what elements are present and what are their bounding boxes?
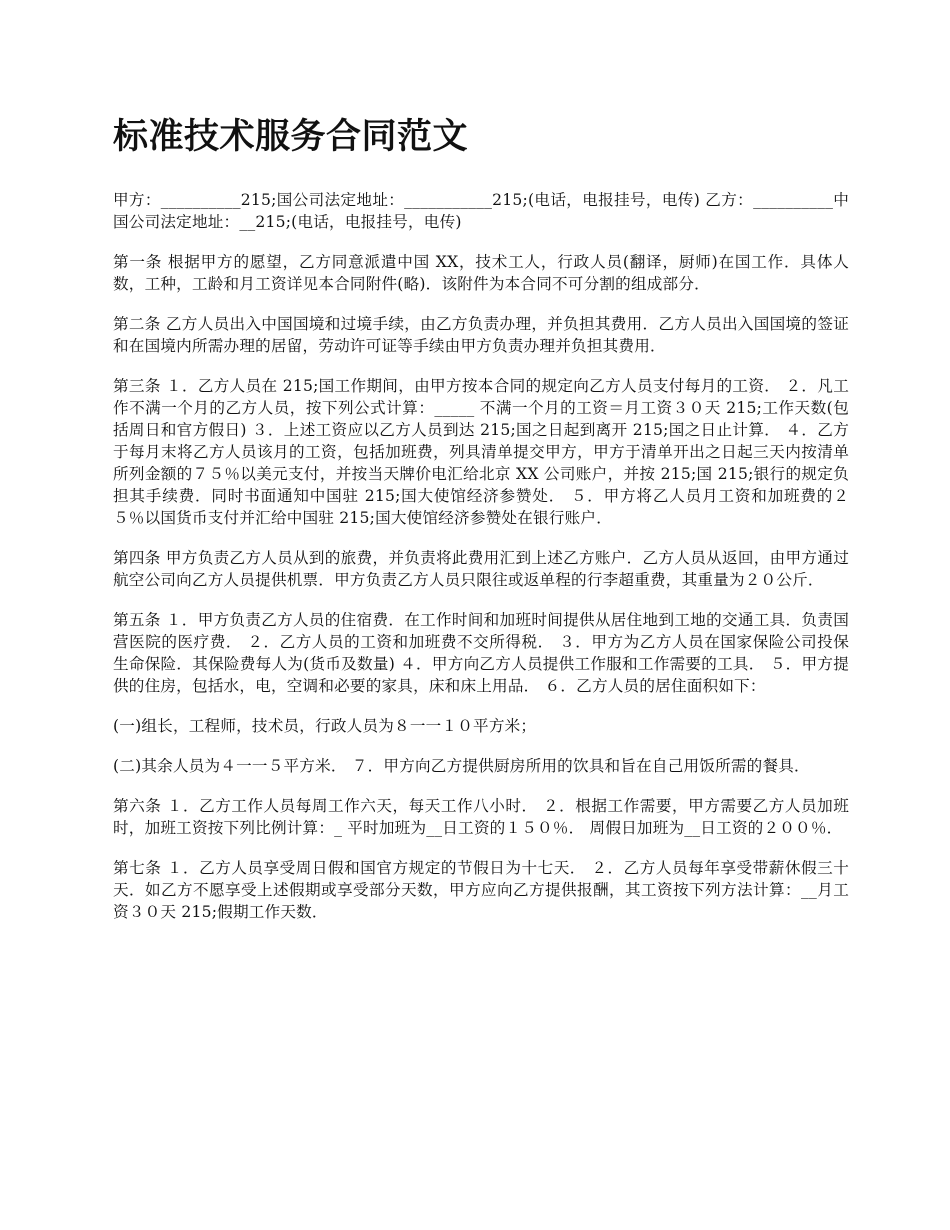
article-4-paragraph: 第四条 甲方负责乙方人员从到的旅费，并负责将此费用汇到上述乙方账户．乙方人员从返回，由甲方通过航空公司向乙方人员提供机票．甲方负责乙方人员只限往或返单程的行李超重费，其重量为２０公斤． — [113, 549, 849, 589]
article-5-paragraph: 第五条 １．甲方负责乙方人员的住宿费．在工作时间和加班时间提供从居住地到工地的交通工具．负责国营医院的医疗费． ２．乙方人员的工资和加班费不交所得税． ３．甲方为乙方人员在国家保险公司投保生命保险．其保险费每人为(货币及数量) ４．甲方向乙方人员提供工作服和工作需要的工具． ５．甲方提供的住房，包括水，电，空调和必要的家具，床和床上用品． ６．乙方人员的居住面积如下： — [113, 611, 849, 695]
article-3-paragraph: 第三条 １．乙方人员在 215;国工作期间，由甲方按本合同的规定向乙方人员支付每月的工资． ２．凡工作不满一个月的乙方人员，按下列公式计算：_____ 不满一个月的工资＝月工资３０天 215;工作天数(包括周日和官方假日) ３．上述工资应以乙方人员到达 215;国之日起到离开 215;国之日止计算． ４．乙方于每月末将乙方人员该月的工资，包括加班费，列具清单提交甲方，甲方于清单开出之日起三天内按清单所列金额的７５％以美元支付，并按当天牌价电汇给北京 XX 公司账户，并按 215;国 215;银行的规定负担其手续费．同时书面通知中国驻 215;国大使馆经济参赞处． ５．甲方将乙人员月工资和加班费的２５％以国货币支付并汇给中国驻 215;国大使馆经济参赞处在银行账户． — [113, 377, 849, 527]
document-title: 标准技术服务合同范文 — [113, 116, 469, 157]
article-6-paragraph: 第六条 １．乙方工作人员每周工作六天，每天工作八小时． ２．根据工作需要，甲方需要乙方人员加班时，加班工资按下列比例计算：_ 平时加班为__日工资的１５０％． 周假日加班为__日工资的２００％． — [113, 797, 849, 837]
article-2-paragraph: 第二条 乙方人员出入中国国境和过境手续，由乙方负责办理，并负担其费用．乙方人员出入国国境的签证和在国境内所需办理的居留，劳动许可证等手续由甲方负责办理并负担其费用． — [113, 315, 849, 355]
article-1-paragraph: 第一条 根据甲方的愿望，乙方同意派遣中国 XX，技术工人，行政人员(翻译，厨师)在国工作．具体人数，工种，工龄和月工资详见本合同附件(略)．该附件为本合同不可分割的组成部分． — [113, 253, 849, 293]
article-5-item-2-paragraph: (二)其余人员为４一一５平方米． ７．甲方向乙方提供厨房所用的饮具和旨在自己用饭所需的餐具． — [113, 757, 810, 775]
article-7-paragraph: 第七条 １．乙方人员享受周日假和国官方规定的节假日为十七天． ２．乙方人员每年享受带薪休假三十天．如乙方不愿享受上述假期或享受部分天数，甲方应向乙方提供报酬，其工资按下列方法计算：__月工资３０天 215;假期工作天数． — [113, 859, 849, 921]
article-5-item-1-paragraph: (一)组长，工程师，技术员，行政人员为８一一１０平方米； — [113, 717, 537, 735]
parties-paragraph: 甲方：__________215;国公司法定地址：___________215;(电话，电报挂号，电传) 乙方：__________中国公司法定地址：__215;(电话，电报挂号，电传) — [113, 191, 849, 231]
document-body — [113, 114, 849, 941]
